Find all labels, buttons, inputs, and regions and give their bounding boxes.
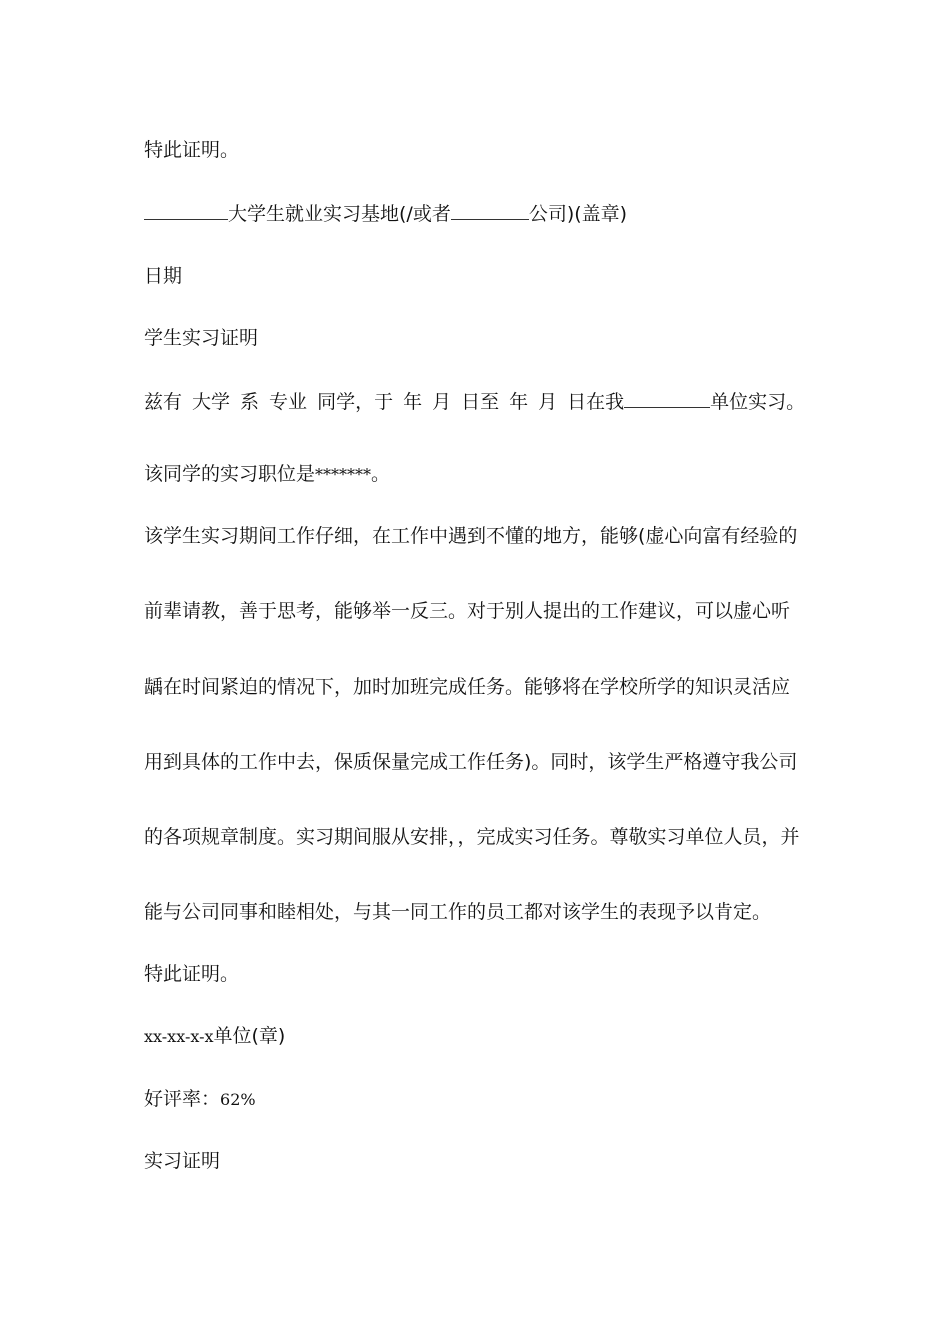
date-label: 日期 [144,265,183,287]
rating-label: 好评率： [144,1088,221,1110]
body-paragraph-line-5: 的各项规章制度。实习期间服从安排，，完成实习任务。尊敬实习单位人员，并 [144,826,800,848]
closing-statement-1: 特此证明。 [144,139,240,161]
body-paragraph-line-4: 用到具体的工作中去，保质保量完成工作任务)。同时，该学生严格遵守我公司 [144,751,798,773]
text-segment: 月 [538,391,558,413]
company-stamp-label: 公司)(盖章) [528,203,628,225]
text-segment: 专业 [269,391,308,413]
position-line [144,462,390,487]
fill-blank [144,201,228,220]
text-segment: 系 [240,391,260,413]
rating-line [144,1087,256,1112]
fill-blank [624,389,710,408]
base-label: 大学生就业实习基地(/或者 [228,203,451,225]
text-segment: 年 [403,391,423,413]
unit-code: xx-xx-x-x [144,1027,214,1046]
closing-statement-2: 特此证明。 [144,963,240,985]
fill-blank [451,201,529,220]
text-segment: 大学 [192,391,231,413]
text-segment: 日至 [461,391,500,413]
rating-value: 62% [220,1090,256,1109]
text-segment: 兹有 [144,391,183,413]
body-paragraph-line-3: 龋在时间紧迫的情况下，加时加班完成任务。能够将在学校所学的知识灵活应 [144,676,791,698]
text-segment: 。 [371,463,391,485]
unit-stamp-line [144,1024,285,1049]
text-segment: 年 [509,391,529,413]
intro-line [144,389,805,414]
text-segment: 日在我 [567,391,625,413]
body-paragraph-line-2: 前辈请教，善于思考，能够举一反三。对于别人提出的工作建议，可以虚心听 [144,600,791,622]
position-value: ******* [315,465,372,484]
text-segment: 单位实习。 [710,391,806,413]
body-paragraph-line-1: 该学生实习期间工作仔细，在工作中遇到不懂的地方，能够(虚心向富有经验的 [144,525,798,547]
unit-stamp-label: 单位(章) [213,1025,286,1047]
text-segment: 月 [432,391,452,413]
text-segment: 该同学的实习职位是 [144,463,316,485]
next-section-title: 实习证明 [144,1150,221,1172]
body-paragraph-line-6: 能与公司同事和睦相处，与其一同工作的员工都对该学生的表现予以肯定。 [144,901,772,923]
text-segment: 同学，于 [317,391,394,413]
section-title: 学生实习证明 [144,327,259,349]
base-stamp-line [144,201,627,226]
